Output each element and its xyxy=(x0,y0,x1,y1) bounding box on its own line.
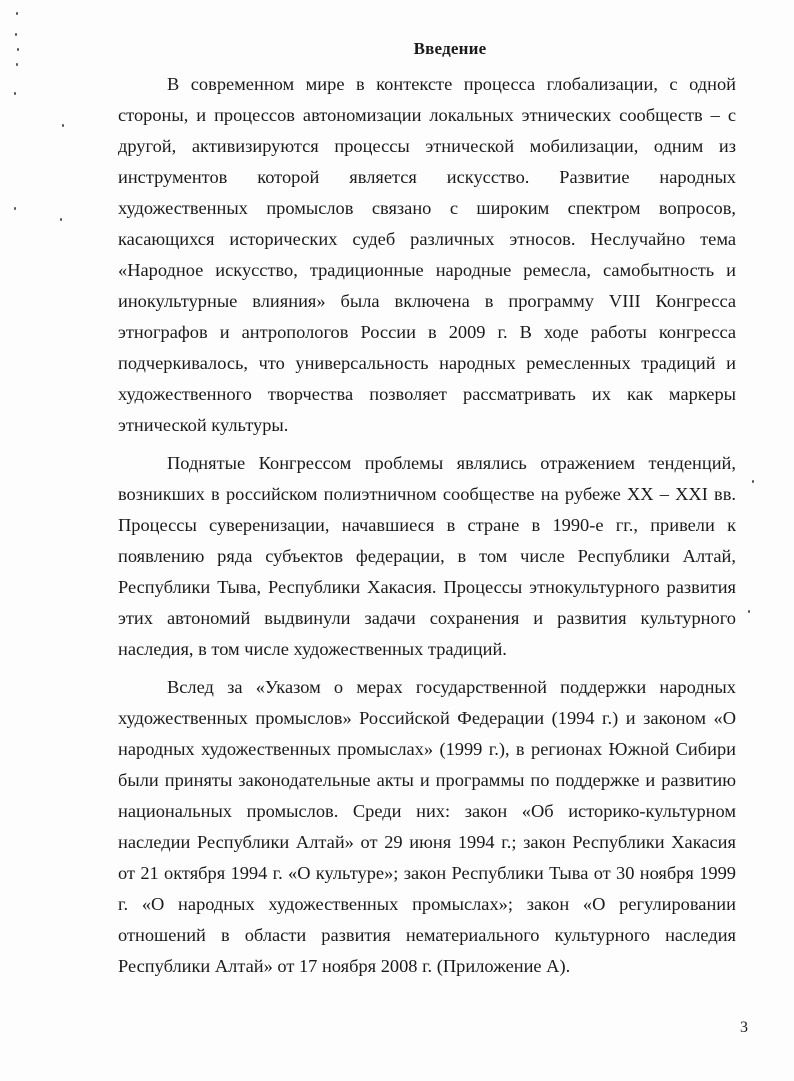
scan-speck xyxy=(14,92,16,95)
paragraph-3: Вслед за «Указом о мерах государственной поддержки народных художественных промыслов» Российской Федерации (1994 г.) и законом «О народных художественных промыслах» (1999 г.), в регионах Южной Сибири были приняты законодательные акты и программы по поддержке и развитию национальных промыслов. Среди них: закон «Об историко-культурном наследии Республики Алтай» от 29 июня 1994 г.; закон Республики Хакасия от 21 октября 1994 г. «О культуре»; закон Республики Тыва от 30 ноября 1999 г. «О народных художественных промыслах»; закон «О регулировании отношений в области развития нематериального культурного наследия Республики Алтай» от 17 ноября 2008 г. (Приложение А). xyxy=(118,677,736,976)
document-body xyxy=(118,69,736,989)
scan-speck xyxy=(60,218,62,221)
scan-speck xyxy=(62,124,64,127)
scan-speck xyxy=(748,610,750,613)
scan-speck xyxy=(15,33,17,36)
paragraph-2: Поднятые Конгрессом проблемы являлись отражением тенденций, возникших в российском полиэтничном сообществе на рубеже XX – XXI вв. Процессы суверенизации, начавшиеся в стране в 1990-е гг., привели к появлению ряда субъектов федерации, в том числе Республики Алтай, Республики Тыва, Республики Хакасия. Процессы этнокультурного развития этих автономий выдвинули задачи сохранения и развития культурного наследия, в том числе художественных традиций. xyxy=(118,453,736,659)
scan-speck xyxy=(16,63,18,66)
page-number: 3 xyxy=(740,1019,748,1036)
scan-speck xyxy=(14,207,16,210)
scan-speck xyxy=(16,12,18,15)
scan-speck xyxy=(752,480,754,483)
paragraph-1: В современном мире в контексте процесса глобализации, с одной стороны, и процессов автономизации локальных этнических сообществ – с другой, активизируются процессы этнической мобилизации, одним из инструментов которой является искусство. Развитие народных художественных промыслов связано с широким спектром вопросов, касающихся исторических судеб различных этносов. Неслучайно тема «Народное искусство, традиционные народные ремесла, самобытность и инокультурные влияния» была включена в программу VIII Конгресса этнографов и антропологов России в 2009 г. В ходе работы конгресса подчеркивалось, что универсальность народных ремесленных традиций и художественного творчества позволяет рассматривать их как маркеры этнической культуры. xyxy=(118,74,736,435)
document-title: Введение xyxy=(413,39,487,58)
